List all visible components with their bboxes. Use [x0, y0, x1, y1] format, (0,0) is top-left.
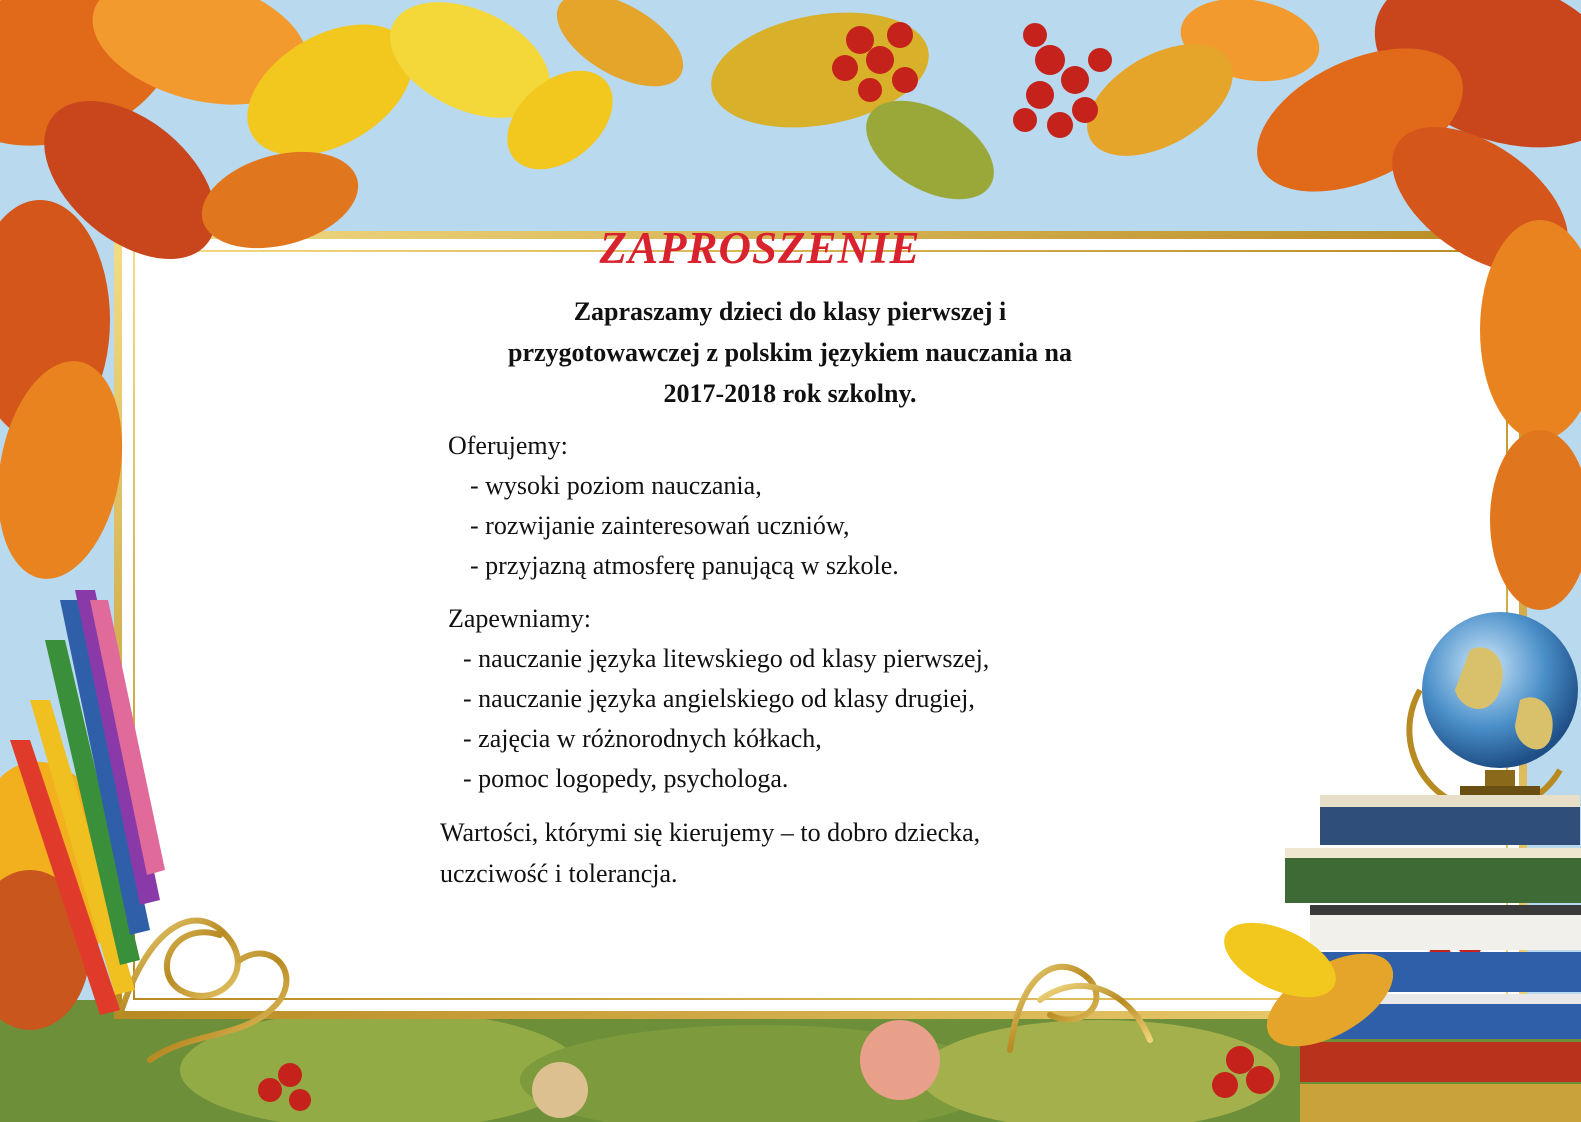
offer-section	[448, 426, 899, 586]
invitation-title: ZAPROSZENIE	[599, 223, 921, 273]
list-item: - zajęcia w różnorodnych kółkach,	[463, 724, 822, 753]
values-statement	[440, 812, 1140, 894]
ensure-section	[448, 599, 989, 799]
ensure-heading: Zapewniamy:	[448, 604, 591, 633]
intro-line: Zapraszamy dzieci do klasy pierwszej i	[573, 297, 1007, 326]
ensure-list	[448, 639, 989, 799]
list-item: - pomoc logopedy, psychologa.	[463, 764, 789, 793]
list-item: - nauczanie języka litewskiego od klasy pierwszej,	[463, 644, 990, 673]
offer-list	[448, 466, 899, 586]
offer-heading: Oferujemy:	[448, 431, 568, 460]
invitation-intro	[445, 291, 1135, 414]
values-line: uczciwość i tolerancja.	[440, 859, 678, 888]
values-line: Wartości, którymi się kierujemy – to dobro dziecka,	[440, 818, 981, 847]
list-item: - przyjazną atmosferę panującą w szkole.	[470, 551, 899, 580]
intro-line: 2017-2018 rok szkolny.	[663, 379, 917, 408]
list-item: - nauczanie języka angielskiego od klasy drugiej,	[463, 684, 975, 713]
intro-line: przygotowawczej z polskim językiem nauczania na	[508, 338, 1072, 367]
list-item: - rozwijanie zainteresowań uczniów,	[470, 511, 850, 540]
list-item: - wysoki poziom nauczania,	[470, 471, 762, 500]
